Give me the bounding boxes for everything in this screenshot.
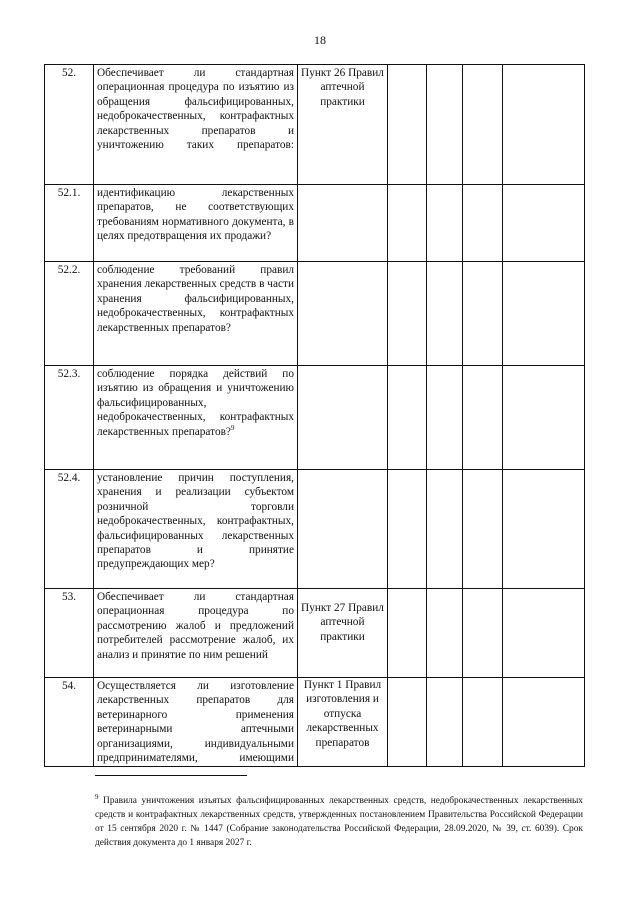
check-cell-no[interactable]: [427, 678, 463, 767]
check-cell-note[interactable]: [503, 185, 585, 262]
table-row: [45, 262, 585, 366]
row-reference: [298, 366, 388, 470]
check-cell-na[interactable]: [463, 185, 503, 262]
row-number: 52.: [45, 65, 94, 185]
row-question: установление причин поступления, хранения и реализации субъектом розничной торговли недоброкачественных, контрафактных, фальсифицированных лекарственных препаратов и принятие предупреждающих мер?: [94, 470, 298, 589]
row-question: Осуществляется ли изготовление лекарственных препаратов для ветеринарного применения ветеринарными аптечными организациями, индивидуальными предпринимателями, имеющими: [94, 678, 298, 767]
check-cell-yes[interactable]: [388, 470, 427, 589]
row-reference: Пункт 26 Правил аптечной практики: [298, 65, 388, 185]
row-number: 54.: [45, 678, 94, 767]
row-reference: Пункт 27 Правил аптечной практики: [298, 589, 388, 678]
check-cell-note[interactable]: [503, 678, 585, 767]
check-cell-yes[interactable]: [388, 185, 427, 262]
footnote-divider: [95, 775, 247, 776]
check-cell-yes[interactable]: [388, 262, 427, 366]
row-question: Обеспечивает ли стандартная операционная процедура по изъятию из обращения фальсифицированных, недоброкачественных, контрафактных лекарственных препаратов и уничтожению таких препаратов:: [94, 65, 298, 185]
row-number: 52.1.: [45, 185, 94, 262]
row-reference: [298, 262, 388, 366]
row-number: 52.4.: [45, 470, 94, 589]
check-cell-yes[interactable]: [388, 678, 427, 767]
row-number: 52.3.: [45, 366, 94, 470]
table-row: [45, 185, 585, 262]
row-question: идентификацию лекарственных препаратов, не соответствующих требованиям нормативного документа, в целях предотвращения их продажи?: [94, 185, 298, 262]
table-row: [45, 678, 585, 767]
check-cell-no[interactable]: [427, 366, 463, 470]
check-cell-no[interactable]: [427, 470, 463, 589]
row-reference: Пункт 1 Правил изготовления и отпуска лекарственных препаратов: [298, 678, 388, 767]
page-number: 18: [314, 33, 326, 47]
check-cell-no[interactable]: [427, 589, 463, 678]
check-cell-na[interactable]: [463, 589, 503, 678]
check-cell-yes[interactable]: [388, 366, 427, 470]
row-number: 52.2.: [45, 262, 94, 366]
table-row: [45, 470, 585, 589]
check-cell-note[interactable]: [503, 65, 585, 185]
check-cell-note[interactable]: [503, 470, 585, 589]
row-question: [94, 366, 298, 470]
check-cell-yes[interactable]: [388, 589, 427, 678]
row-question: Обеспечивает ли стандартная операционная процедура по рассмотрению жалоб и предложений потребителей рассмотрение жалоб, их анализ и принятие по ним решений: [94, 589, 298, 678]
row-reference: [298, 470, 388, 589]
check-cell-note[interactable]: [503, 589, 585, 678]
check-cell-na[interactable]: [463, 65, 503, 185]
check-cell-na[interactable]: [463, 366, 503, 470]
footnote: [95, 794, 583, 850]
footnote-mark: 9: [95, 792, 99, 801]
check-cell-note[interactable]: [503, 262, 585, 366]
check-cell-na[interactable]: [463, 262, 503, 366]
check-cell-na[interactable]: [463, 678, 503, 767]
check-cell-yes[interactable]: [388, 65, 427, 185]
footnote-text: Правила уничтожения изъятых фальсифицированных лекарственных средств, недоброкачественных лекарственных средств и контрафактных лекарственных средств, утвержденных постановлением Правительства Российской Федерации от 15 сентября 2020 г. № 1447 (Собрание законодательства Российской Федерации, 28.09.2020, № 39, ст. 6039). Срок действия документа до 1 января 2027 г.: [95, 796, 583, 848]
table-row: [45, 65, 585, 185]
question-text: соблюдение порядка действий по изъятию из обращения и уничтожению фальсифицированных, недоброкачественных, контрафактных лекарственных препаратов?: [97, 368, 294, 438]
check-cell-note[interactable]: [503, 366, 585, 470]
row-number: 53.: [45, 589, 94, 678]
table-row: [45, 366, 585, 470]
checklist-table: [44, 64, 585, 767]
check-cell-no[interactable]: [427, 262, 463, 366]
table-row: [45, 589, 585, 678]
row-question: соблюдение требований правил хранения лекарственных средств в части хранения фальсифицированных, недоброкачественных, контрафактных лекарственных препаратов?: [94, 262, 298, 366]
check-cell-no[interactable]: [427, 65, 463, 185]
check-cell-na[interactable]: [463, 470, 503, 589]
row-reference: [298, 185, 388, 262]
check-cell-no[interactable]: [427, 185, 463, 262]
footnote-marker[interactable]: 9: [230, 423, 235, 432]
